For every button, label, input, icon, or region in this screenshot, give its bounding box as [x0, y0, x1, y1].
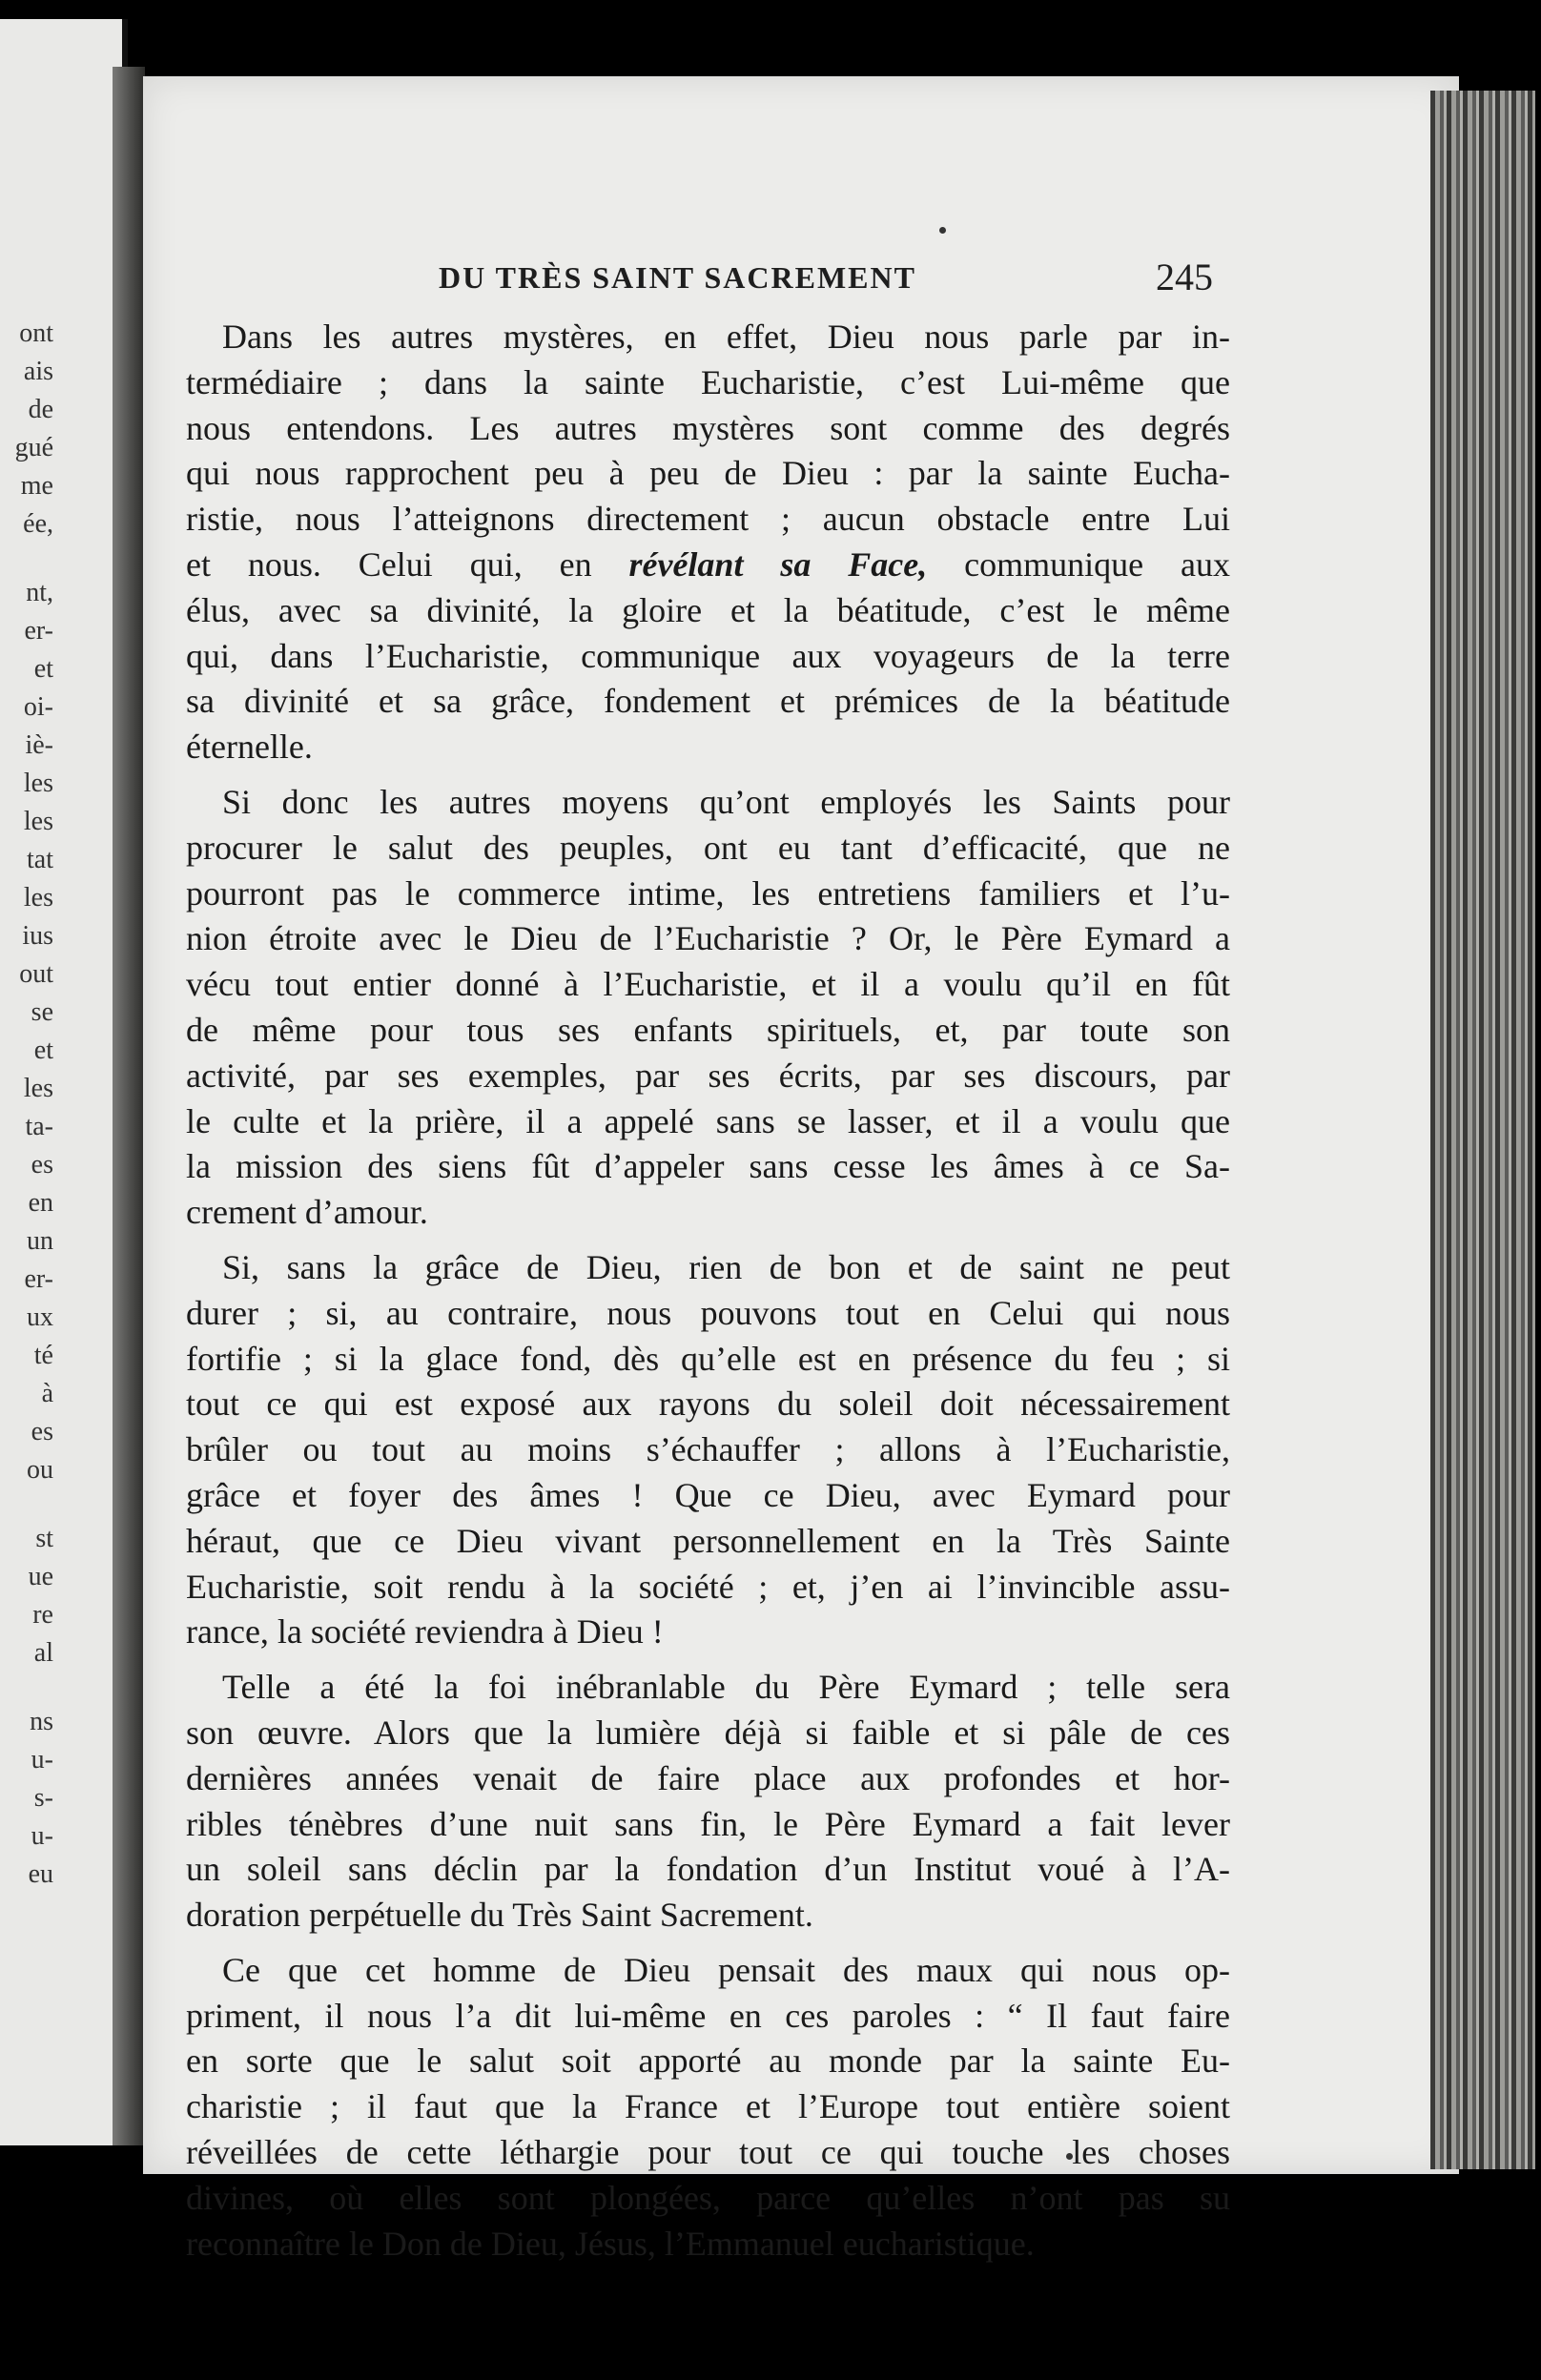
text-line: Si, sans la grâce de Dieu, rien de bon et de saint ne peut	[222, 1247, 1230, 1286]
previous-page-fragment: iè-	[25, 730, 53, 760]
page-number: 245	[1156, 256, 1213, 298]
paragraph-spacing	[186, 1236, 1230, 1245]
previous-page-fragment: les	[23, 807, 53, 836]
text-line: activité, par ses exemples, par ses écrits, par ses discours, par	[186, 1056, 1230, 1095]
paragraph	[186, 1245, 1230, 1655]
previous-page-fragment: à	[41, 1379, 53, 1408]
previous-page-fragment: oi-	[23, 692, 53, 722]
text-line: vécu tout entier donné à l’Eucharistie, et il a voulu qu’il en fût	[186, 965, 1230, 1004]
text-line: ribles ténèbres d’une nuit sans fin, le Père Eymard a fait lever	[186, 1804, 1230, 1843]
text-line: crement d’amour.	[186, 1193, 428, 1232]
text-line: en sorte que le salut soit apporté au monde par la sainte Eu-	[186, 2041, 1230, 2081]
previous-page-fragment: eu	[28, 1859, 53, 1889]
text-line: grâce et foyer des âmes ! Que ce Dieu, avec Eymard pour	[186, 1475, 1230, 1514]
text-line: Si donc les autres moyens qu’ont employés les Saints pour	[222, 782, 1230, 821]
previous-page-fragment: al	[33, 1638, 53, 1668]
previous-page-fragment: u-	[31, 1745, 53, 1775]
text-line: et nous. Celui qui, en révélant sa Face, communique aux	[186, 544, 1230, 584]
previous-page-fragment: ais	[23, 357, 53, 386]
previous-page-fragment: un	[27, 1226, 53, 1256]
text-line: pourront pas le commerce intime, les entretiens familiers et l’u-	[186, 873, 1230, 913]
previous-page-fragment: ont	[19, 318, 53, 348]
previous-page-fragment: ns	[30, 1707, 53, 1736]
text-line: qui nous rapprochent peu à peu de Dieu : par la sainte Eucha-	[186, 454, 1230, 493]
paragraph	[186, 1665, 1230, 1939]
text-line: son œuvre. Alors que la lumière déjà si faible et si pâle de ces	[186, 1713, 1230, 1752]
previous-page-fragment: ux	[27, 1303, 53, 1332]
text-line: durer ; si, au contraire, nous pouvons tout en Celui qui nous	[186, 1293, 1230, 1332]
text-line: héraut, que ce Dieu vivant personnellement en la Très Sainte	[186, 1521, 1230, 1560]
text-line: doration perpétuelle du Très Saint Sacrement.	[186, 1896, 813, 1935]
text-line: sa divinité et sa grâce, fondement et prémices de la béatitude	[186, 682, 1230, 721]
text-line: brûler ou tout au moins s’échauffer ; allons à l’Eucharistie,	[186, 1430, 1230, 1469]
running-title: DU TRÈS SAINT SACREMENT	[439, 260, 916, 295]
print-speck	[939, 227, 946, 234]
body-text	[186, 315, 1230, 2267]
paragraph-spacing	[186, 1939, 1230, 1948]
previous-page-fragment: er-	[24, 616, 53, 646]
text-line: termédiaire ; dans la sainte Eucharistie, c’est Lui-même que	[186, 362, 1230, 401]
text-line: la mission des siens fût d’appeler sans cesse les âmes à ce Sa-	[186, 1147, 1230, 1186]
text-line: éternelle.	[186, 728, 313, 767]
previous-page-fragment: es	[31, 1417, 53, 1446]
previous-page-fragment: ée,	[23, 509, 53, 539]
previous-page-fragment: en	[28, 1188, 53, 1218]
text-line: dernières années venait de faire place aux profondes et hor-	[186, 1758, 1230, 1797]
previous-page-fragment	[0, 1672, 53, 1703]
previous-page-fragment: les	[23, 883, 53, 913]
text-line: de même pour tous ses enfants spirituels, et, par toute son	[186, 1010, 1230, 1049]
text-line: reconnaître le Don de Dieu, Jésus, l’Emmanuel eucharistique.	[186, 2224, 1035, 2263]
text-line: qui, dans l’Eucharistie, communique aux voyageurs de la terre	[186, 636, 1230, 675]
paragraph-spacing	[186, 1655, 1230, 1665]
previous-page-fragment: u-	[31, 1821, 53, 1851]
previous-page-text-fragments	[0, 315, 53, 1894]
previous-page-fragment: de	[28, 395, 53, 424]
text-line: Dans les autres mystères, en effet, Dieu nous parle par in-	[222, 318, 1230, 356]
previous-page-fragment: es	[31, 1150, 53, 1180]
text-line: élus, avec sa divinité, la gloire et la béatitude, c’est le même	[186, 590, 1230, 629]
previous-page-fragment: st	[35, 1524, 53, 1553]
text-line: tout ce qui est exposé aux rayons du soleil doit nécessairement	[186, 1385, 1230, 1424]
book-gutter	[113, 67, 145, 2145]
text-line: Ce que cet homme de Dieu pensait des maux qui nous op-	[222, 1950, 1230, 1989]
previous-page-fragment: ius	[22, 921, 53, 951]
previous-page-fragment: s-	[33, 1783, 53, 1813]
text-line: ristie, nous l’atteignons directement ; aucun obstacle entre Lui	[186, 500, 1230, 539]
previous-page-fragment: tat	[27, 845, 53, 874]
text-line: nion étroite avec le Dieu de l’Eucharistie ? Or, le Père Eymard a	[186, 919, 1230, 958]
text-line: procurer le salut des peuples, ont eu tant d’efficacité, que ne	[186, 828, 1230, 867]
text-line: charistie ; il faut que la France et l’Europe tout entière soient	[186, 2087, 1230, 2126]
previous-page-fragment: les	[23, 1074, 53, 1103]
previous-page-fragment: les	[23, 769, 53, 798]
previous-page-fragment	[0, 544, 53, 574]
paragraph-spacing	[186, 770, 1230, 780]
previous-page-fragment: se	[31, 997, 53, 1027]
previous-page-fragment: et	[33, 1036, 53, 1065]
previous-page-fragment: et	[33, 654, 53, 684]
text-line: fortifie ; si la glace fond, dès qu’elle est en présence du feu ; si	[186, 1339, 1230, 1378]
text-line: Telle a été la foi inébranlable du Père Eymard ; telle sera	[222, 1668, 1230, 1707]
text-line: le culte et la prière, il a appelé sans se lasser, et il a voulu que	[186, 1101, 1230, 1140]
previous-page-fragment: ue	[28, 1562, 53, 1591]
previous-page-fragment	[0, 1489, 53, 1520]
text-line: divines, où elles sont plongées, parce qu’elles n’ont pas su	[186, 2178, 1230, 2217]
paragraph	[186, 1948, 1230, 2267]
paragraph	[186, 780, 1230, 1236]
previous-page-fragment: ta-	[25, 1112, 53, 1141]
text-line: un soleil sans déclin par la fondation d’un Institut voué à l’A-	[186, 1850, 1230, 1889]
previous-page-fragment: er-	[24, 1264, 53, 1294]
text-line: rance, la société reviendra à Dieu !	[186, 1612, 664, 1652]
paragraph	[186, 315, 1230, 770]
previous-page-fragment: ou	[27, 1455, 53, 1485]
previous-page-fragment: gué	[14, 433, 53, 462]
previous-page-fragment: me	[20, 471, 53, 501]
previous-page-fragment: out	[19, 959, 53, 989]
text-line: nous entendons. Les autres mystères sont comme des degrés	[186, 408, 1230, 447]
text-line: Eucharistie, soit rendu à la société ; et, j’en ai l’invincible assu-	[186, 1567, 1230, 1606]
running-header	[286, 253, 1240, 300]
previous-page-fragment: té	[33, 1341, 53, 1370]
previous-page-fragment: nt,	[26, 578, 53, 607]
text-line: réveillées de cette léthargie pour tout ce qui touche les choses	[186, 2133, 1230, 2172]
stacked-page-edges	[1430, 91, 1535, 2169]
text-line: priment, il nous l’a dit lui-même en ces paroles : “ Il faut faire	[186, 1996, 1230, 2035]
emphasized-text: révélant sa Face,	[628, 544, 928, 584]
previous-page-fragment: re	[32, 1600, 53, 1630]
